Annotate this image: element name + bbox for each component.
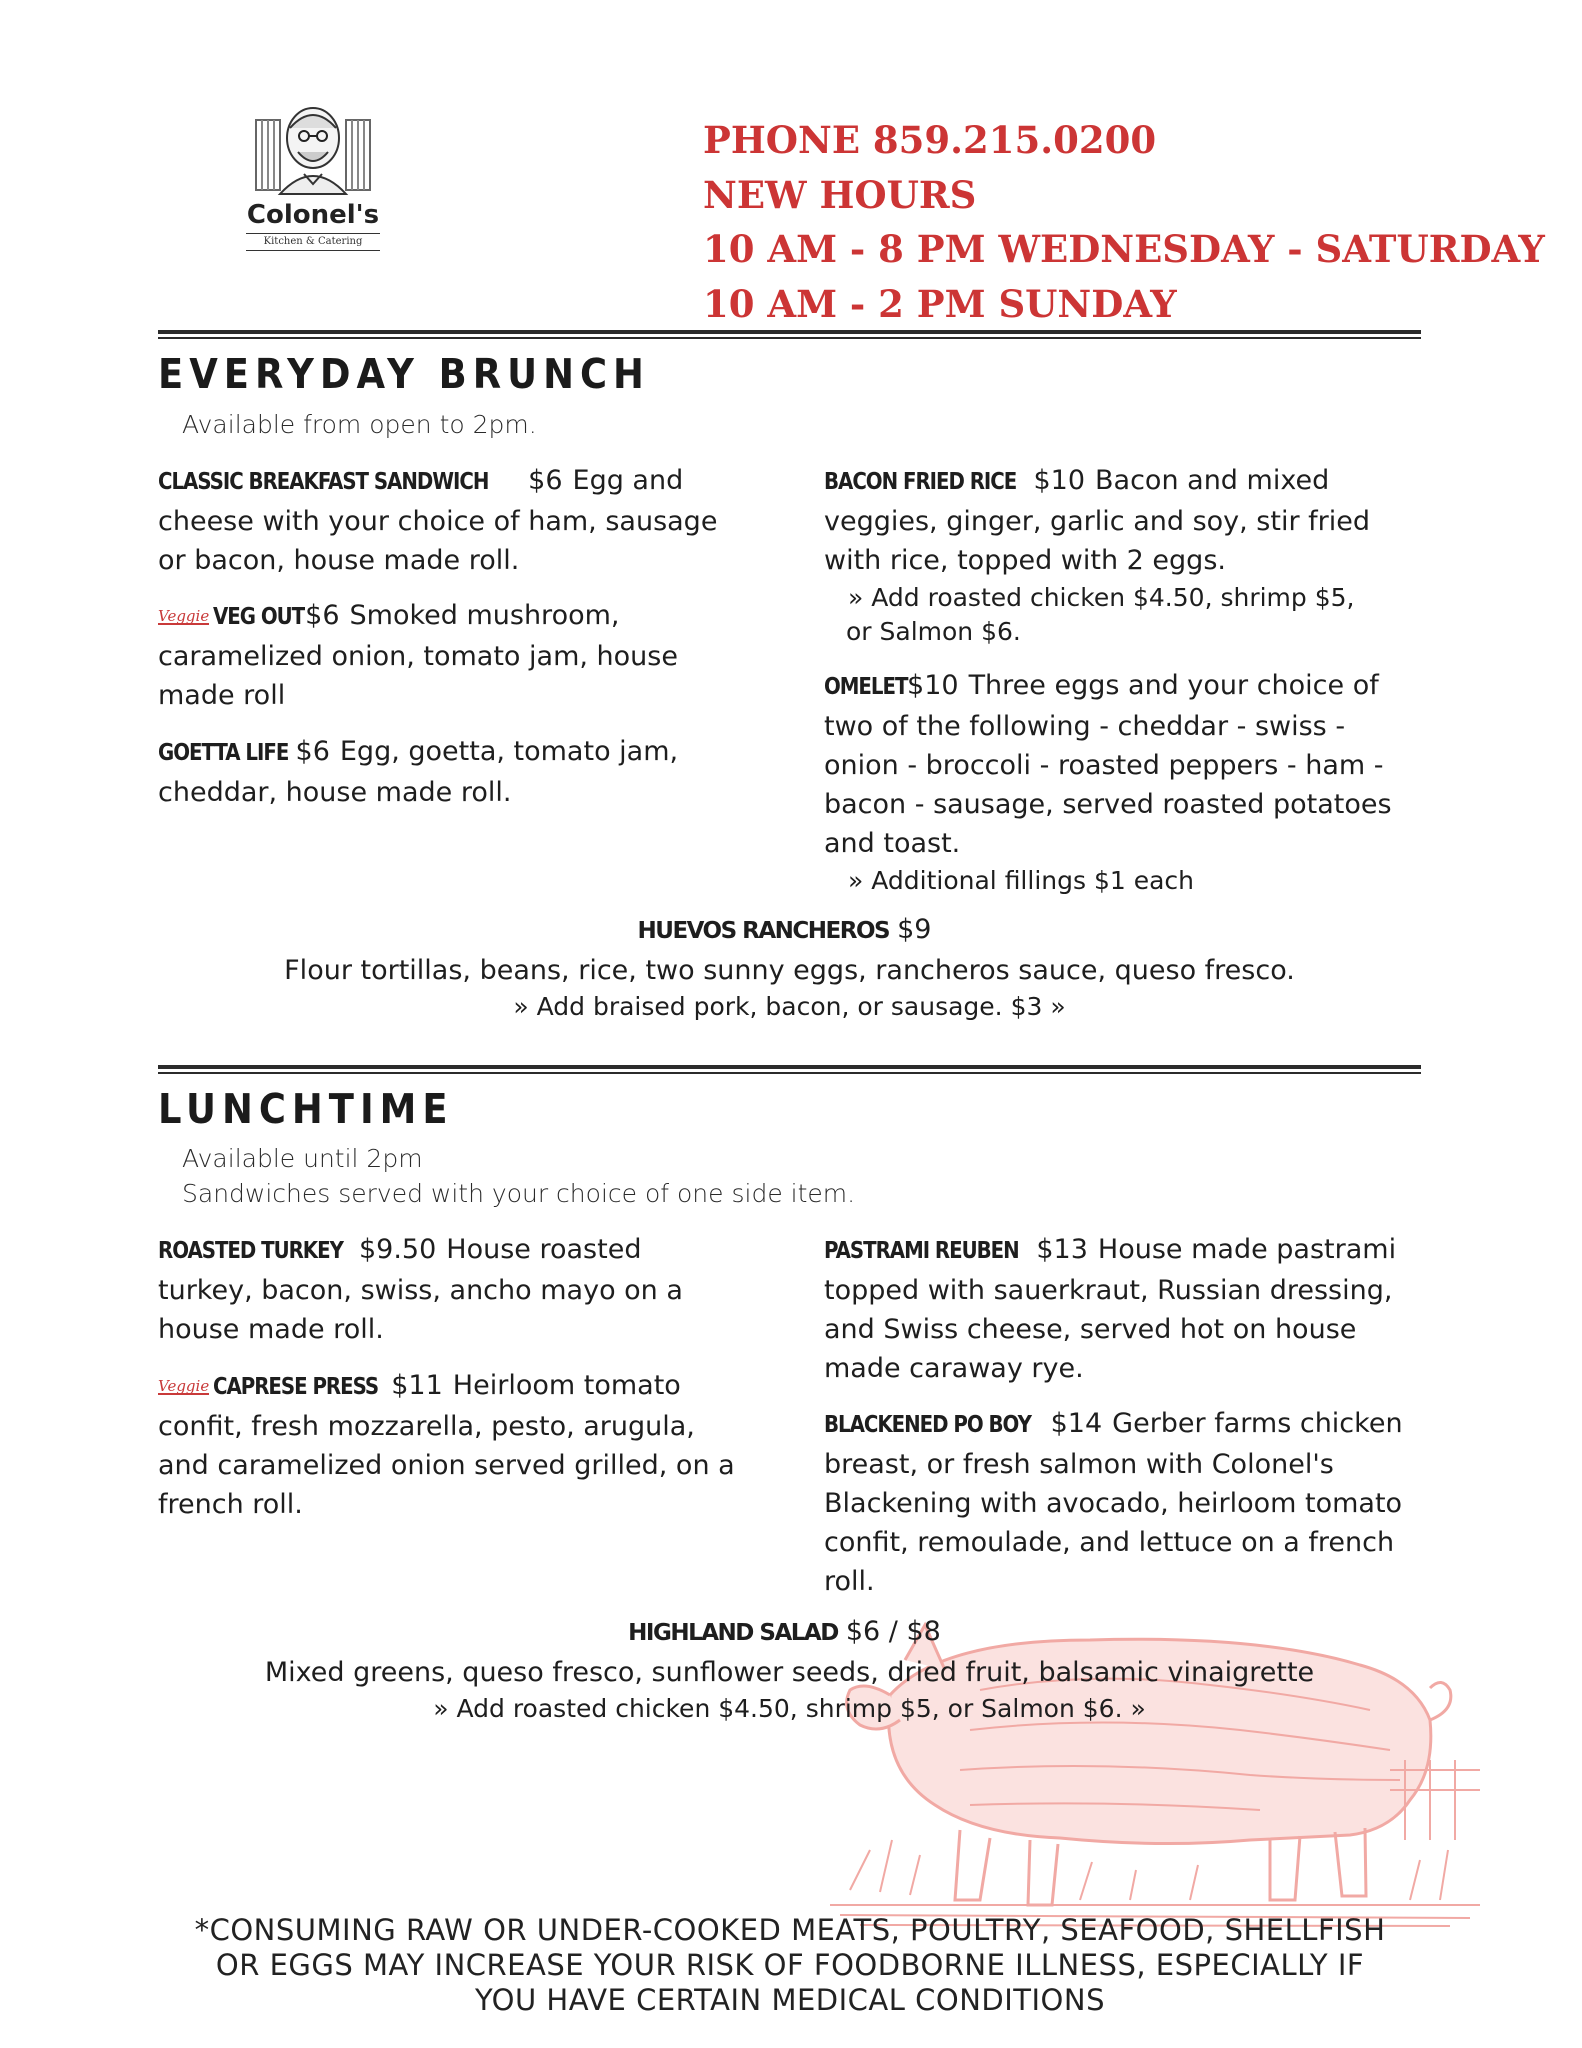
item-description: caramelized onion, tomato jam, house made roll [158, 641, 678, 711]
menu-item [158, 1230, 718, 1349]
item-name: CLASSIC BREAKFAST SANDWICH [158, 469, 489, 495]
item-description-start: Gerber farms chicken [1112, 1408, 1403, 1439]
logo-name: Colonel's [246, 200, 380, 230]
brunch-title: EVERYDAY BRUNCH [158, 350, 650, 398]
item-price: $10 [1033, 465, 1086, 496]
menu-item [824, 666, 1399, 899]
menu-item [158, 732, 718, 812]
item-description-start: Heirloom tomato [452, 1370, 681, 1401]
phone-number: PHONE 859.215.0200 [703, 118, 1157, 162]
item-price: $10 [907, 670, 959, 701]
item-description: topped with sauerkraut, Russian dressing, and Swiss cheese, served hot on house made caraway rye. [824, 1275, 1393, 1384]
item-description-start: Bacon and mixed [1095, 465, 1330, 496]
item-description: Flour tortillas, beans, rice, two sunny eggs, rancheros sauce, queso fresco. [284, 955, 1295, 986]
brunch-availability: Available from open to 2pm. [182, 410, 537, 439]
item-name: BACON FRIED RICE [824, 469, 1017, 495]
item-description: cheese with your choice of ham, sausage or bacon, house made roll. [158, 506, 718, 576]
item-price: $11 [391, 1370, 443, 1401]
disclaimer-line: *CONSUMING RAW OR UNDER-COOKED MEATS, POULTRY, SEAFOOD, SHELLFISH [194, 1913, 1386, 1947]
veggie-badge-icon: Veggie [158, 1377, 210, 1395]
item-price: $13 [1036, 1234, 1088, 1265]
item-addon: » Add roasted chicken $4.50, shrimp $5, or Salmon $6. » [433, 1694, 1146, 1723]
hours-sunday: 10 AM - 2 PM SUNDAY [703, 282, 1177, 326]
item-name: BLACKENED PO BOY [824, 1412, 1031, 1438]
item-name: CAPRESE PRESS [213, 1374, 379, 1400]
item-price: $6 [295, 736, 330, 767]
food-safety-disclaimer [140, 1913, 1440, 2018]
item-description-start: Egg and [572, 465, 684, 496]
lunch-sides-note: Sandwiches served with your choice of one side item. [182, 1179, 856, 1208]
restaurant-logo [238, 98, 388, 258]
item-price: $9.50 [358, 1234, 437, 1265]
lunch-title: LUNCHTIME [158, 1085, 454, 1133]
item-description: bacon, swiss, ancho mayo on a house made roll. [158, 1275, 683, 1345]
hours-title: NEW HOURS [703, 173, 977, 217]
item-name: OMELET [824, 674, 908, 700]
featured-item [158, 1612, 1421, 1726]
item-name: HUEVOS RANCHEROS [637, 918, 890, 944]
logo-subtitle: Kitchen & Catering [246, 233, 380, 251]
item-description: breast, or fresh salmon with Colonel's Blackening with avocado, heirloom tomato confit, remoulade, and lettuce on a french roll. [824, 1449, 1403, 1597]
lunch-availability: Available until 2pm [182, 1144, 423, 1173]
menu-item [824, 1404, 1404, 1601]
menu-item [824, 461, 1384, 650]
item-description-start: Three eggs and your choice of [968, 670, 1379, 701]
featured-item [158, 910, 1421, 1024]
item-description: cheddar, house made roll. [158, 777, 512, 808]
item-description-start: House made pastrami [1097, 1234, 1397, 1265]
item-description: Mixed greens, queso fresco, sunflower seeds, dried fruit, balsamic vinaigrette [264, 1657, 1315, 1688]
item-name: HIGHLAND SALAD [628, 1620, 838, 1646]
item-price: $6 [528, 465, 563, 496]
disclaimer-line: YOU HAVE CERTAIN MEDICAL CONDITIONS [475, 1983, 1105, 2017]
item-addon-cont: or Salmon $6. [846, 617, 1021, 646]
item-description: two of the following - cheddar - swiss - onion - broccoli - roasted peppers - ham - bacon - sausage, served roasted potatoes and toast. [824, 711, 1392, 859]
item-description-start: Egg, goetta, tomato jam, [339, 736, 679, 767]
item-addon: » Additional fillings $1 each [848, 866, 1195, 895]
item-price: $9 [897, 914, 932, 945]
item-description-start: Smoked mushroom, [349, 600, 620, 631]
section-divider [158, 330, 1421, 339]
item-price: $6 [305, 600, 340, 631]
section-divider [158, 1065, 1421, 1074]
disclaimer-line: OR EGGS MAY INCREASE YOUR RISK OF FOODBORNE ILLNESS, ESPECIALLY IF [215, 1948, 1365, 1982]
item-addon: » Add braised pork, bacon, or sausage. $3 » [513, 992, 1066, 1021]
veggie-badge-icon: Veggie [158, 607, 210, 625]
hours-weekday: 10 AM - 8 PM WEDNESDAY - SATURDAY [703, 227, 1545, 271]
item-name: GOETTA LIFE [158, 740, 289, 766]
item-price: $6 / $8 [845, 1616, 941, 1647]
item-name: PASTRAMI REUBEN [824, 1238, 1019, 1264]
item-description: veggies, ginger, garlic and soy, stir fried with rice, topped with 2 eggs. [824, 506, 1370, 576]
item-description: confit, fresh mozzarella, pesto, arugula, and caramelized onion served grilled, on a french roll. [158, 1411, 735, 1520]
colonel-portrait-icon [238, 98, 388, 198]
item-name: ROASTED TURKEY [158, 1238, 343, 1264]
item-name: VEG OUT [213, 604, 305, 630]
menu-item [158, 1366, 738, 1524]
menu-item [824, 1230, 1404, 1388]
item-price: $14 [1050, 1408, 1103, 1439]
item-addon: » Add roasted chicken $4.50, shrimp $5, [848, 583, 1355, 612]
item-description-start: House roasted turkey, [158, 1234, 642, 1306]
menu-item [158, 596, 678, 715]
menu-item [158, 461, 718, 580]
